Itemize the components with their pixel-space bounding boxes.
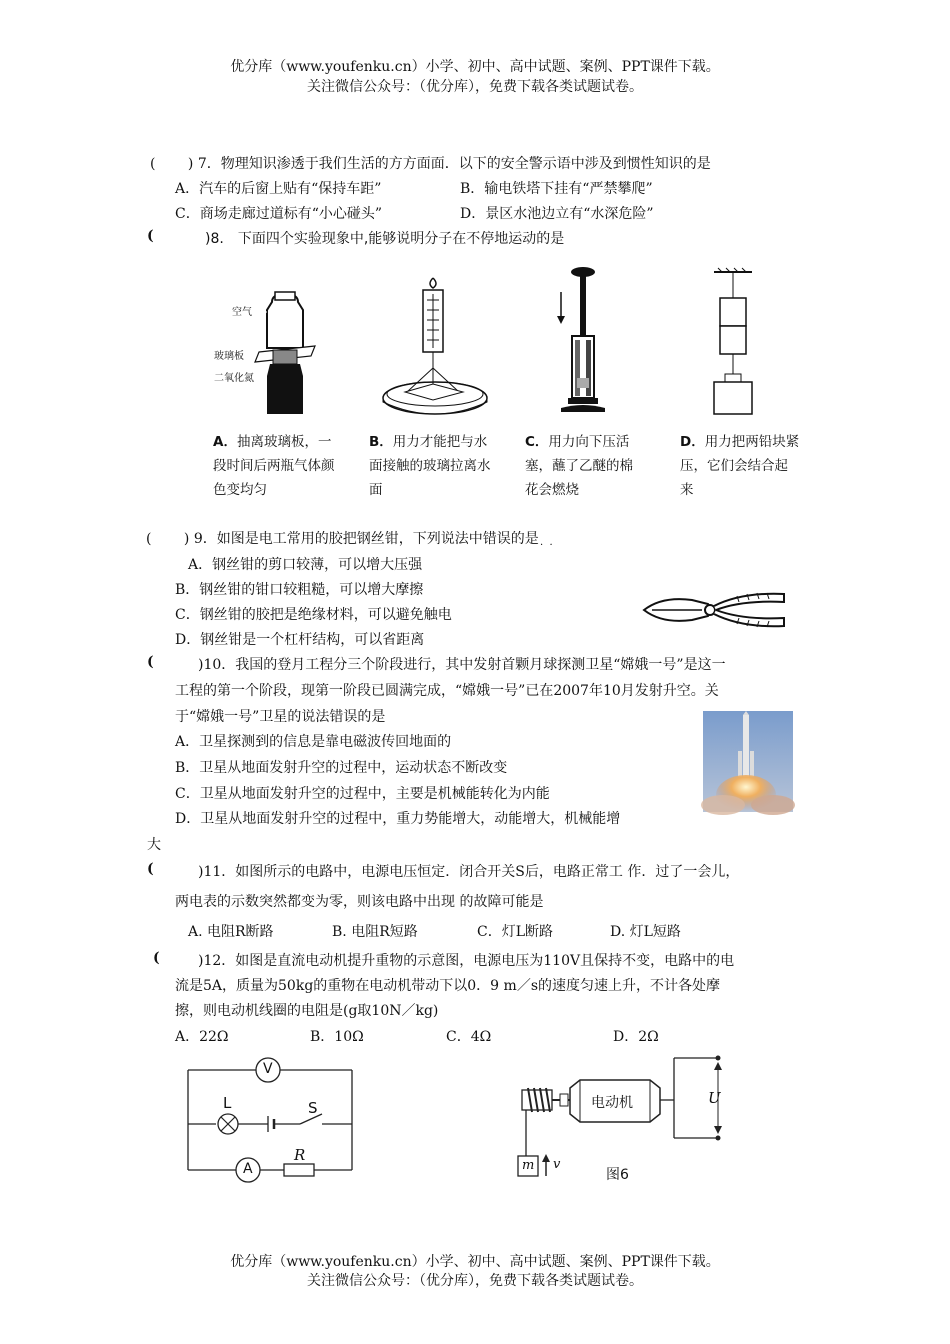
- q7-option-a: A．汽车的后窗上贴有“保持车距”: [175, 181, 382, 197]
- header-line-1: 优分库（www.youfenku.cn）小学、初中、高中试题、案例、PPT课件下载。: [230, 59, 720, 75]
- q8-caption-c: C．用力向下压活塞，蘸了乙醚的棉花会燃烧: [525, 434, 633, 498]
- q8-caption-d: D．用力把两铅块紧压，它们会结合起来: [680, 434, 800, 498]
- q10-paren: (: [147, 654, 154, 670]
- switch-label: S: [308, 1099, 318, 1117]
- q7-option-d: D．景区水池边立有“水深危险”: [460, 206, 654, 222]
- q10-stem-3: 于“嫦娥一号”卫星的说法错误的是: [175, 709, 386, 725]
- q9-stem: ( ) 9．如图是电工常用的胶把钢丝钳，下列说法中错误的是: [146, 531, 539, 547]
- q10-option-d: D．卫星从地面发射升空的过程中，重力势能增大，动能增大，机械能增: [175, 811, 621, 827]
- q9-option-d: D．钢丝钳是一个杠杆结构，可以省距离: [175, 632, 425, 648]
- q8-figure-d: [708, 268, 758, 418]
- q11-paren: (: [147, 861, 154, 877]
- q8-caption-a: A．抽离玻璃板，一段时间后两瓶气体颜色变均匀: [213, 434, 335, 498]
- q11-stem-2: 两电表的示数突然都变为零，则该电路中出现 的故障可能是: [175, 894, 544, 910]
- q7-option-c: C．商场走廊过道标有“小心碰头”: [175, 206, 383, 222]
- footer-line-2: 关注微信公众号：（优分库），免费下载各类试题试卷。: [307, 1273, 643, 1289]
- q9-option-a: A．钢丝钳的剪口较薄，可以增大压强: [188, 557, 423, 573]
- header-line-2: 关注微信公众号：（优分库），免费下载各类试题试卷。: [307, 79, 643, 95]
- q11-option-d: D. 灯L短路: [610, 924, 681, 940]
- q9-option-b: B．钢丝钳的钳口较粗糙，可以增大摩擦: [175, 582, 424, 598]
- q10-option-d-cont: 大: [147, 837, 161, 853]
- velocity-label: v: [553, 1157, 561, 1172]
- q8-figure-b: [383, 276, 493, 421]
- q12-stem-3: 擦，则电动机线圈的电阻是(g取10N／kg): [175, 1003, 439, 1019]
- q10-stem-1: )10．我国的登月工程分三个阶段进行，其中发射首颗月球探测卫星“嫦娥一号”是这一: [198, 657, 726, 673]
- q10-option-c: C．卫星从地面发射升空的过程中，主要是机械能转化为内能: [175, 786, 550, 802]
- q7-option-b: B．输电铁塔下挂有“严禁攀爬”: [460, 181, 653, 197]
- rocket-launch-photo: [703, 711, 793, 812]
- q9-option-c: C．钢丝钳的胶把是绝缘材料，可以避免触电: [175, 607, 452, 623]
- q10-option-b: B．卫星从地面发射升空的过程中，运动状态不断改变: [175, 760, 508, 776]
- q12-paren: (: [153, 950, 160, 966]
- q9-emphasis-dots: · ·: [540, 540, 553, 551]
- q11-option-c: C．灯L断路: [477, 924, 554, 940]
- q8-paren: (: [147, 228, 154, 244]
- q8-caption-b: B．用力才能把与水面接触的玻璃拉离水面: [369, 434, 491, 498]
- q12-option-c: C．4Ω: [446, 1029, 492, 1045]
- resistor-label: R: [294, 1146, 306, 1164]
- q8-stem: )8. 下面四个实验现象中,能够说明分子在不停地运动的是: [205, 231, 565, 247]
- q11-option-b: B. 电阻R短路: [332, 924, 418, 940]
- q8-figure-c: [555, 266, 615, 418]
- ammeter-label: A: [243, 1161, 253, 1177]
- motor-voltage-label: U: [708, 1089, 721, 1107]
- mass-label: m: [522, 1158, 535, 1173]
- pliers-figure: [642, 588, 787, 633]
- q10-option-a: A．卫星探测到的信息是靠电磁波传回地面的: [175, 734, 452, 750]
- q12-option-a: A．22Ω: [175, 1029, 229, 1045]
- q12-stem-1: )12．如图是直流电动机提升重物的示意图，电源电压为110V且保持不变，电路中的电: [198, 953, 735, 969]
- fig-a-label-glass: 玻璃板: [214, 351, 244, 362]
- q12-stem-2: 流是5A，质量为50kg的重物在电动机带动下以0．9 m／s的速度匀速上升，不计各处摩: [175, 978, 720, 994]
- motor-label: 电动机: [591, 1095, 633, 1111]
- lamp-label: L: [223, 1094, 232, 1112]
- voltmeter-label: V: [263, 1061, 273, 1077]
- q12-option-b: B．10Ω: [310, 1029, 364, 1045]
- q11-stem-1: )11．如图所示的电路中，电源电压恒定．闭合开关S后，电路正常工 作．过了一会儿，: [198, 864, 740, 880]
- figure-6-label: 图6: [606, 1167, 629, 1183]
- fig-a-label-air: 空气: [232, 307, 252, 318]
- q10-stem-2: 工程的第一个阶段，现第一阶段已圆满完成，“嫦娥一号”已在2007年10月发射升空。关: [175, 683, 719, 699]
- fig-a-label-no2: 二氧化氮: [214, 373, 254, 384]
- footer-line-1: 优分库（www.youfenku.cn）小学、初中、高中试题、案例、PPT课件下载。: [230, 1254, 720, 1270]
- q11-option-a: A. 电阻R断路: [188, 924, 274, 940]
- q12-option-d: D．2Ω: [613, 1029, 659, 1045]
- q7-stem: ( ) 7．物理知识渗透于我们生活的方方面面．以下的安全警示语中涉及到惯性知识的是: [150, 156, 711, 172]
